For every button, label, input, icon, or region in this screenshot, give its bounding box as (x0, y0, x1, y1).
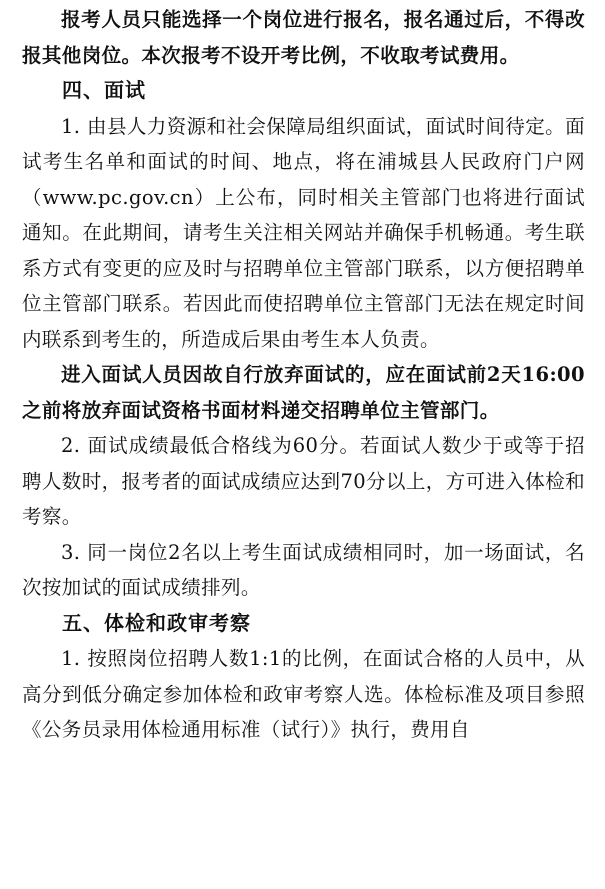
paragraph-registration-note: 报考人员只能选择一个岗位进行报名，报名通过后，不得改报其他岗位。本次报考不设开考比例，不收取考试费用。 (22, 8, 585, 67)
section-heading-physical-exam: 五、体检和政审考察 (62, 610, 251, 635)
paragraph-physical-exam-selection: 1. 按照岗位招聘人数1:1的比例，在面试合格的人员中，从高分到低分确定参加体检和政审考察人选。体检标准及项目参照《公务员录用体检通用标准（试行）》执行，费用自 (22, 647, 585, 741)
paragraph-interview-organization: 1. 由县人力资源和社会保障局组织面试，面试时间待定。面试考生名单和面试的时间、地点，将在浦城县人民政府门户网（www.pc.gov.cn）上公布，同时相关主管部门也将进行面试通知。在此期间，请考生关注相关网站并确保手机畅通。考生联系方式有变更的应及时与招聘单位主管部门联系，以方便招聘单位主管部门联系。若因此而使招聘单位主管部门无法在规定时间内联系到考生的，所造成后果由考生本人负责。 (22, 114, 585, 351)
paragraph-interview-passing-score: 2. 面试成绩最低合格线为60分。若面试人数少于或等于招聘人数时，报考者的面试成绩应达到70分以上，方可进入体检和考察。 (22, 434, 585, 528)
paragraph-interview-tie-break: 3. 同一岗位2名以上考生面试成绩相同时，加一场面试，名次按加试的面试成绩排列。 (22, 540, 585, 599)
section-heading-interview: 四、面试 (62, 78, 146, 102)
paragraph-interview-withdrawal: 进入面试人员因故自行放弃面试的，应在面试前2天16:00之前将放弃面试资格书面材料递交招聘单位主管部门。 (22, 363, 585, 422)
